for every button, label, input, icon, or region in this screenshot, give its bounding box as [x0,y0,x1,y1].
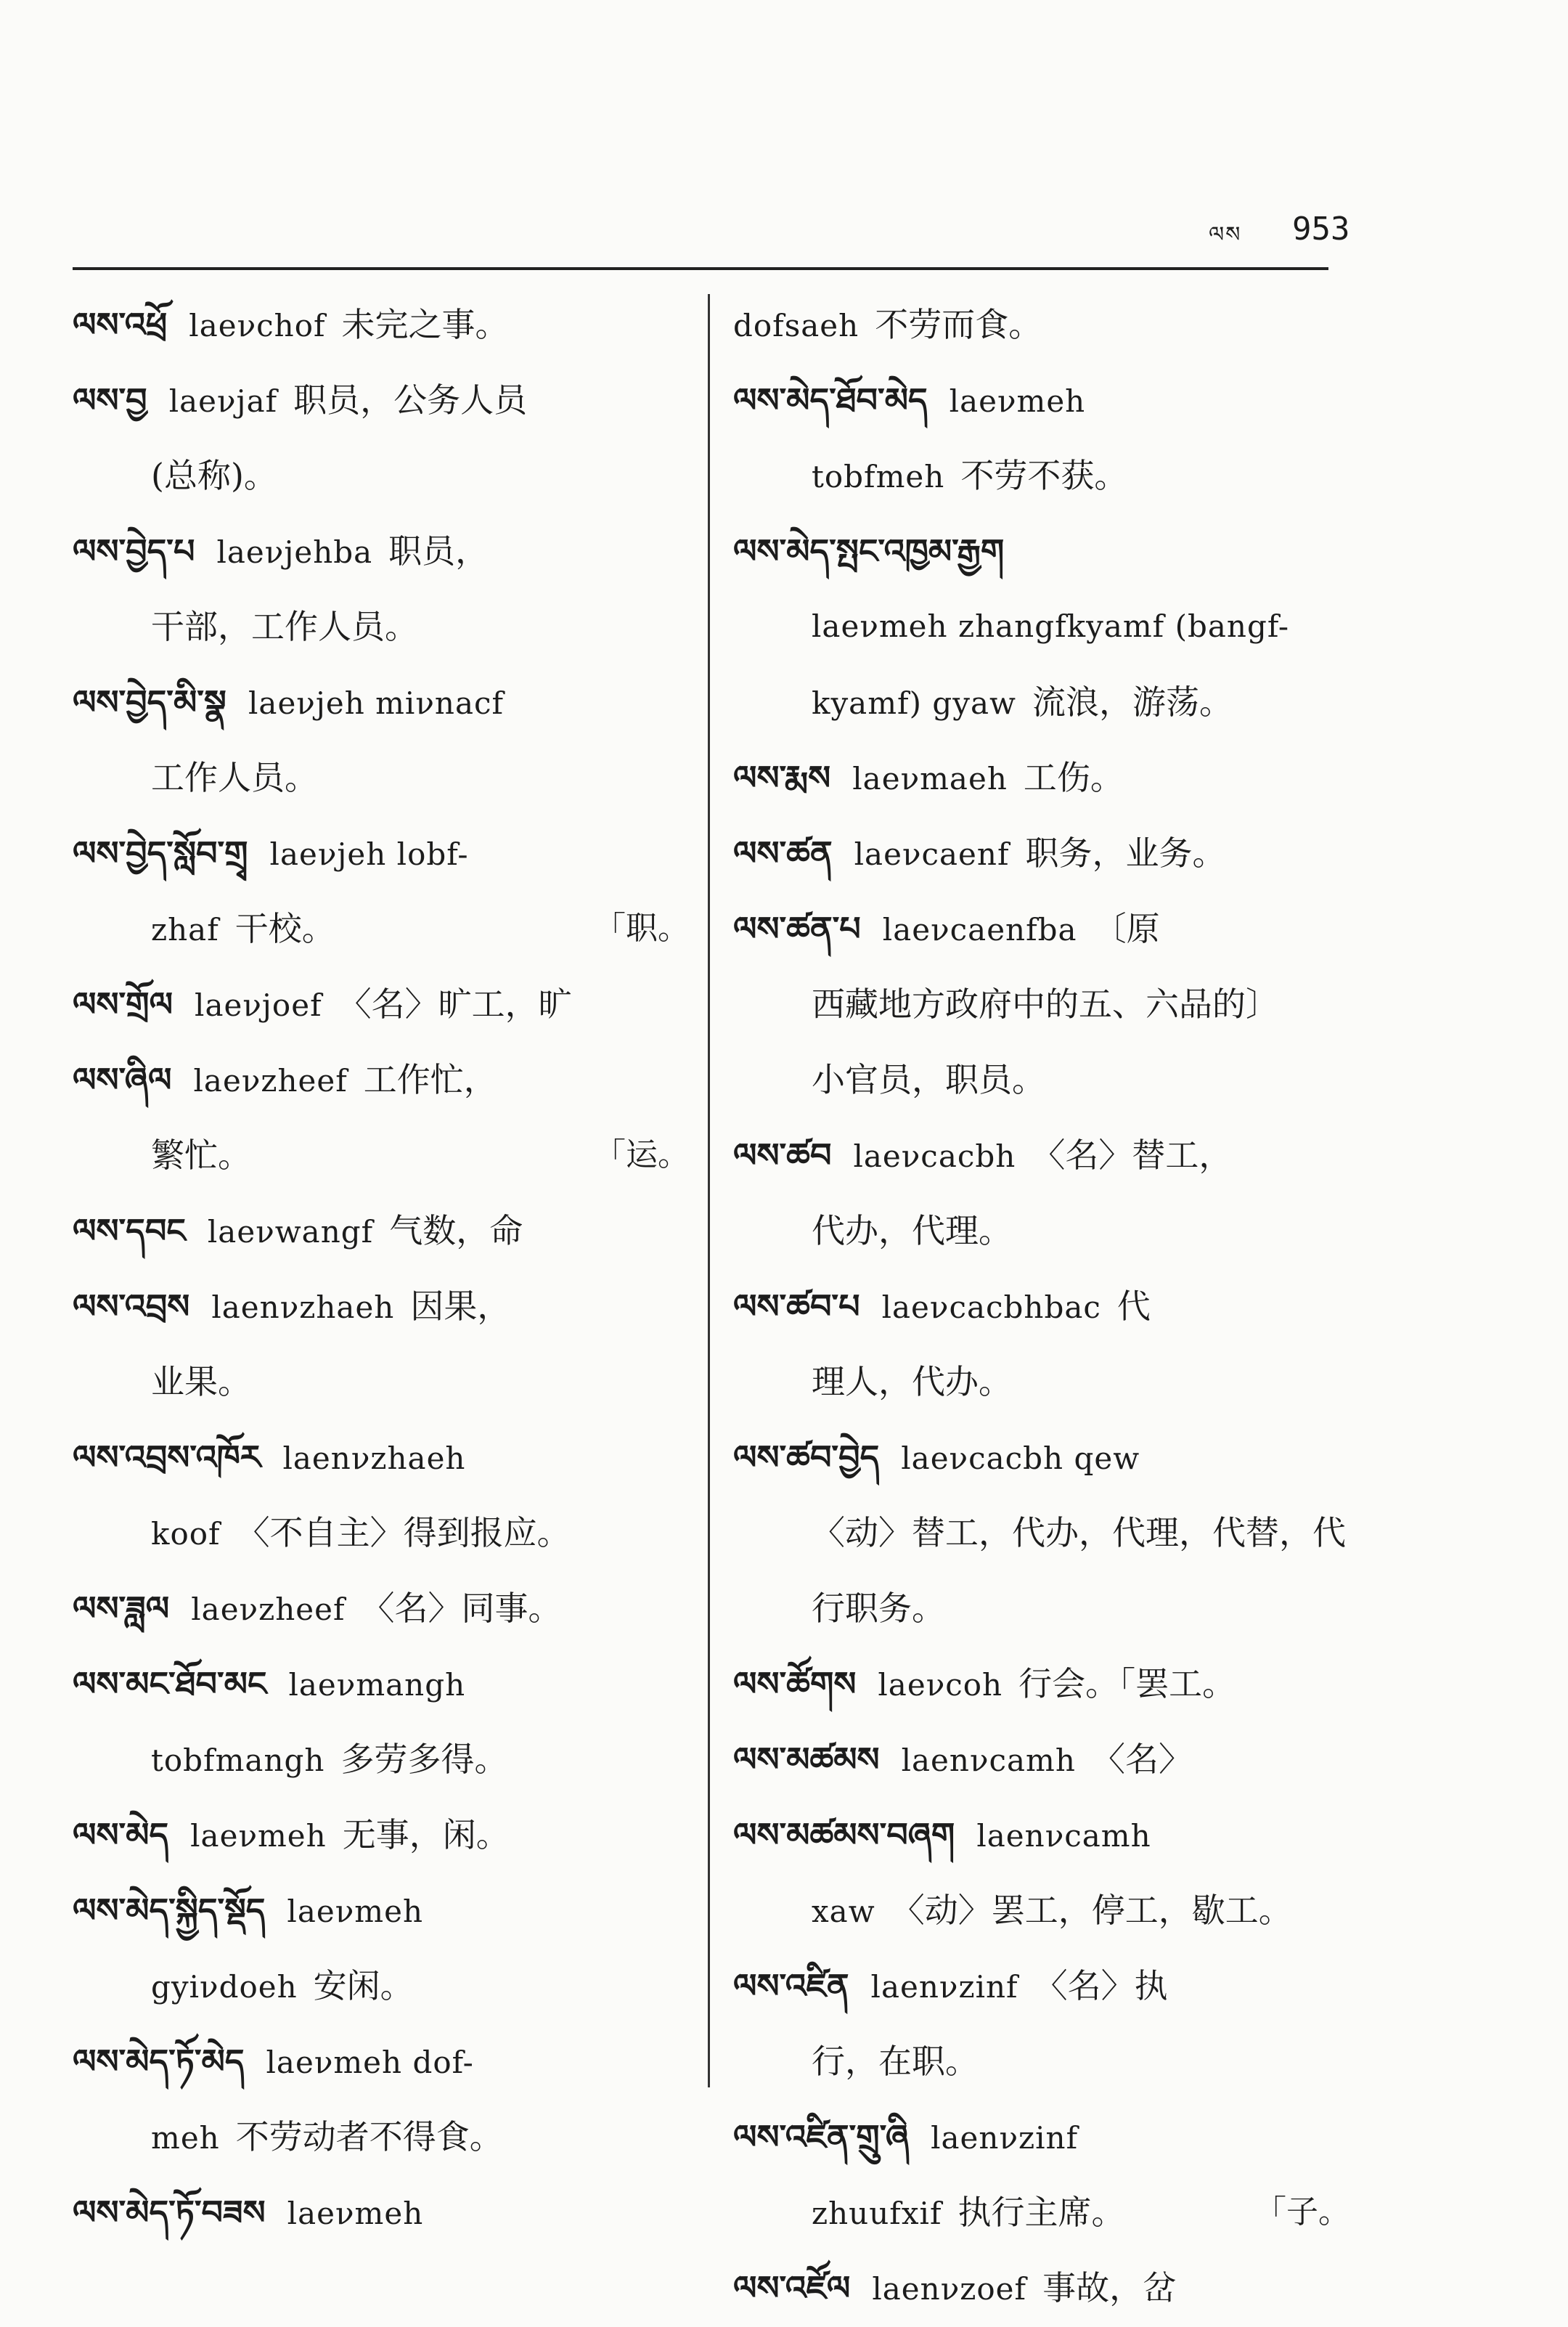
dictionary-entry [733,740,1350,815]
dictionary-entry [73,966,690,1042]
chinese-gloss: 不劳而食。 [875,305,1042,344]
dictionary-entry [73,1570,690,1646]
entry-continuation [73,891,690,966]
entry-headline [73,2024,690,2099]
romanization: laenνzoef [872,2271,1027,2307]
dictionary-entry [733,513,1350,740]
chinese-gloss: 工伤。 [1023,758,1124,797]
chinese-gloss: 事故，岔 [1042,2268,1177,2307]
tibetan-headword: ལས་བྱེད་མི་སྣ [73,682,226,722]
carry-over-fragment: 「运。 [594,1136,690,1173]
entry-headline [73,1419,690,1495]
entry-headline [73,1268,690,1344]
tibetan-headword: ལས་ཞིལ [73,1060,172,1099]
dictionary-entry [73,513,690,664]
romanization: laeνmeh [949,383,1086,419]
entry-continuation [733,1042,1350,1117]
entry-headline [73,2175,690,2250]
entry-headline [733,362,1350,438]
tibetan-headword: ལས་མང་ཐོབ་མང [73,1664,267,1703]
tibetan-headword: ལས་ཚབ་པ [733,1287,860,1326]
entry-headline [733,1948,1350,2024]
chinese-gloss: 西藏地方政府中的五、六品的〕 [812,985,1279,1024]
romanization: laeνcaenf [854,836,1010,872]
chinese-gloss: 〈名〉 [1091,1740,1192,1779]
romanization: zhaf [151,912,219,947]
entry-continuation [733,2024,1350,2099]
dictionary-entry [733,1419,1350,1646]
entry-headline [733,740,1350,815]
tibetan-headword: ལས་མཚམས [733,1740,880,1779]
chinese-gloss: (总称)。 [151,456,277,495]
dictionary-entry [73,1042,690,1193]
entry-headline [73,1797,690,1872]
entry-continuation [73,740,690,815]
entry-headline [733,2099,1350,2175]
entry-continuation [73,1495,690,1570]
tibetan-headword: ལས་གྲོལ [73,985,173,1024]
romanization: laeνzheef [193,1063,348,1099]
chinese-gloss: 不劳不获。 [960,456,1128,495]
entry-continuation [733,1872,1350,1948]
entry-headline [73,287,690,362]
entry-continuation [73,1117,690,1193]
tibetan-headword: ལས་ཟླལ [73,1589,170,1628]
tibetan-headword: ལས་མེད་སྤང་འཁྱམ་རྒྱག [733,531,1005,571]
chinese-gloss: 繁忙。 [151,1136,251,1175]
chinese-gloss: 〈动〉替工，代办，代理，代替，代 [812,1513,1346,1552]
chinese-gloss: 气数，命 [389,1211,523,1250]
dictionary-entry [73,1797,690,1872]
romanization: gyiνdoeh [151,1969,298,2005]
romanization: laeνwangf [207,1214,374,1250]
entry-headline [73,1872,690,1948]
chinese-gloss: 行，在职。 [812,2042,979,2081]
chinese-gloss: 干部，工作人员。 [151,607,418,646]
romanization: laeνmangh [288,1667,466,1703]
dictionary-entry [733,1721,1350,1797]
chinese-gloss: 〈不自主〉得到报应。 [236,1513,571,1552]
tibetan-headword: ལས་ཚན་པ [733,909,861,948]
header-rule [73,267,1328,270]
dictionary-entry [733,1797,1350,1948]
romanization: meh [151,2120,220,2156]
entry-headline [733,1117,1350,1193]
entry-headline [733,1721,1350,1797]
chinese-gloss: 〈名〉同事。 [361,1589,562,1628]
dictionary-entry [73,664,690,815]
chinese-gloss: 〈名〉执 [1034,1966,1168,2005]
entry-continuation [73,2099,690,2175]
dictionary-entry [733,1268,1350,1419]
romanization: laenνzinf [870,1969,1018,2005]
dictionary-entry [733,1646,1350,1721]
entry-continuation [73,589,690,664]
tibetan-headword: ལས་རྨས [733,758,831,797]
romanization: kyamf) gyaw [812,685,1016,721]
chinese-gloss: 无事，闲。 [342,1815,510,1854]
tibetan-headword: ལས་ཚན [733,834,833,873]
dictionary-entry [73,1268,690,1419]
romanization: laenνcamh [976,1818,1151,1854]
romanization: laenνzhaeh [282,1440,466,1476]
entry-headline [733,891,1350,966]
entry-headline [73,1646,690,1721]
entry-headline [733,1646,1350,1721]
dictionary-entry [733,2250,1350,2326]
entry-headline [73,1193,690,1268]
dictionary-entry [733,287,1350,362]
dictionary-entry [73,1872,690,2024]
tibetan-headword: ལས་བྱེད་པ [73,531,195,571]
tibetan-headword: ལས་འབྲས་འཁོར [73,1438,261,1477]
entry-headline [733,513,1350,589]
entry-continuation [733,1570,1350,1646]
chinese-gloss: 理人，代办。 [812,1362,1012,1401]
romanization: laeνcacbh [853,1138,1016,1174]
dictionary-entry [73,2175,690,2250]
right-column [733,287,1350,2326]
chinese-gloss: 工作人员。 [151,758,318,797]
romanization: laenνzinf [931,2120,1079,2156]
tibetan-headword: ལས་མེད་ཏོ་མེད [73,2042,245,2081]
entry-headline [733,815,1350,891]
romanization: dofsaeh [733,308,859,343]
dictionary-entry [73,1419,690,1570]
dictionary-entry [733,815,1350,891]
dictionary-entry [73,1193,690,1268]
romanization: laeνcacbh qew [901,1440,1140,1476]
romanization: laeνmaeh [852,761,1008,796]
romanization: laeνjaf [168,383,278,419]
tibetan-headword: ལས་མེད་ཏོ་བཟས [73,2193,266,2232]
tibetan-page-number: ལས [1209,222,1242,248]
carry-over-fragment: 「子。 [1254,2193,1350,2230]
entry-headline [73,815,690,891]
dictionary-entry [73,1646,690,1797]
romanization: laeνjeh miνnacf [248,685,505,721]
chinese-gloss: 〈名〉旷工，旷 [338,985,572,1024]
dictionary-entry [73,287,690,362]
chinese-gloss: 业果。 [151,1362,251,1401]
dictionary-entry [733,1948,1350,2099]
dictionary-entry [733,891,1350,1117]
entry-continuation [733,966,1350,1042]
chinese-gloss: 因果， [410,1287,511,1326]
romanization: laeνmeh [190,1818,327,1854]
entry-continuation [733,1495,1350,1570]
left-column [73,287,690,2250]
romanization: laeνchof [189,308,326,343]
romanization: tobfmangh [151,1743,325,1778]
dictionary-entry [73,2024,690,2175]
entry-headline [73,1042,690,1117]
tibetan-headword: ལས་འབྲས [73,1287,190,1326]
tibetan-headword: ལས་བྱ [73,380,147,420]
tibetan-headword: ལས་མེད་སྐྱིད་སྡོད [73,1891,266,1930]
chinese-gloss: 〔原 [1093,909,1160,948]
chinese-gloss: 多劳多得。 [340,1740,508,1779]
romanization: laeνmeh dof- [266,2045,474,2080]
entry-continuation [733,664,1350,740]
romanization: zhuufxif [812,2196,942,2231]
entry-headline [733,1419,1350,1495]
entry-continuation [73,438,690,513]
entry-continuation [733,1193,1350,1268]
romanization: laeνmeh [287,1894,424,1929]
tibetan-headword: ལས་ཚབ [733,1136,832,1175]
entry-continuation [73,1948,690,2024]
dictionary-entry [733,1117,1350,1268]
romanization: koof [151,1516,221,1552]
chinese-gloss: 行会。「罢工。 [1018,1664,1236,1703]
carry-over-fragment: 「职。 [594,910,690,947]
romanization: laeνcaenfba [882,912,1077,947]
entry-headline [73,513,690,589]
tibetan-headword: ལས་འཛིན [733,1966,849,2005]
dictionary-entry [733,2099,1350,2250]
chinese-gloss: 未完之事。 [341,305,509,344]
entry-continuation [73,1721,690,1797]
entry-headline [73,664,690,740]
tibetan-headword: ལས་ཚབ་བྱེད [733,1438,880,1477]
romanization: laenνzhaeh [211,1289,395,1325]
romanization: xaw [812,1894,875,1929]
entry-headline [73,966,690,1042]
romanization: laeνcacbhbac [881,1289,1101,1325]
entry-headline [733,1797,1350,1872]
entry-continuation [73,1344,690,1419]
chinese-gloss: 流浪，游荡。 [1032,682,1233,722]
chinese-gloss: 〈名〉替工， [1032,1136,1233,1175]
entry-headline [733,2250,1350,2326]
chinese-gloss: 代办，代理。 [812,1211,1012,1250]
romanization: laenνcamh [901,1743,1076,1778]
chinese-gloss: 职务，业务。 [1025,834,1226,873]
entry-headline [733,287,1350,362]
tibetan-headword: ལས་མཚམས་བཞག [733,1815,955,1854]
romanization: laeνcoh [878,1667,1003,1703]
entry-continuation [733,2175,1350,2250]
tibetan-headword: ལས་བྱེད་སློབ་གྲྭ [73,834,248,873]
chinese-gloss: 安闲。 [313,1966,414,2005]
page-header [73,211,1350,269]
entry-continuation [733,589,1350,664]
tibetan-headword: ལས་མེད [73,1815,169,1854]
chinese-gloss: 不劳动者不得食。 [235,2117,503,2156]
romanization: laeνjehba [216,534,373,570]
chinese-gloss: 代 [1116,1287,1151,1326]
tibetan-headword: ལས་ཚོགས [733,1664,857,1703]
entry-headline [73,362,690,438]
entry-headline [733,1268,1350,1344]
romanization: laeνmeh zhangfkyamf (bangf- [812,608,1290,644]
chinese-gloss: 执行主席。 [957,2193,1125,2232]
entry-continuation [733,438,1350,513]
tibetan-headword: ལས་འཛིན་གྲུ་ཞི [733,2117,910,2156]
romanization: laeνmeh [287,2196,424,2231]
romanization: laeνzheef [191,1592,346,1627]
dictionary-entry [73,362,690,513]
entry-continuation [733,1344,1350,1419]
chinese-gloss: 职员，公务人员 [293,380,528,420]
tibetan-headword: ལས་འཕྲོ [73,305,168,344]
chinese-gloss: 干校。 [234,909,335,948]
romanization: tobfmeh [812,459,945,494]
tibetan-headword: ལས་འཛོལ [733,2268,851,2307]
dictionary-entry [73,815,690,966]
romanization: laeνjoef [195,987,322,1023]
tibetan-headword: ལས་དབང [73,1211,186,1250]
chinese-gloss: 职员， [388,531,489,571]
column-divider [708,294,710,2087]
page-number: 953 [1292,211,1350,248]
chinese-gloss: 小官员，职员。 [812,1060,1045,1099]
chinese-gloss: 工作忙， [363,1060,497,1099]
dictionary-entry [733,362,1350,513]
chinese-gloss: 行职务。 [812,1589,945,1628]
tibetan-headword: ལས་མེད་ཐོབ་མེད [733,380,928,420]
entry-headline [73,1570,690,1646]
romanization: laeνjeh lobf- [269,836,469,872]
chinese-gloss: 〈动〉罢工，停工，歇工。 [891,1891,1292,1930]
